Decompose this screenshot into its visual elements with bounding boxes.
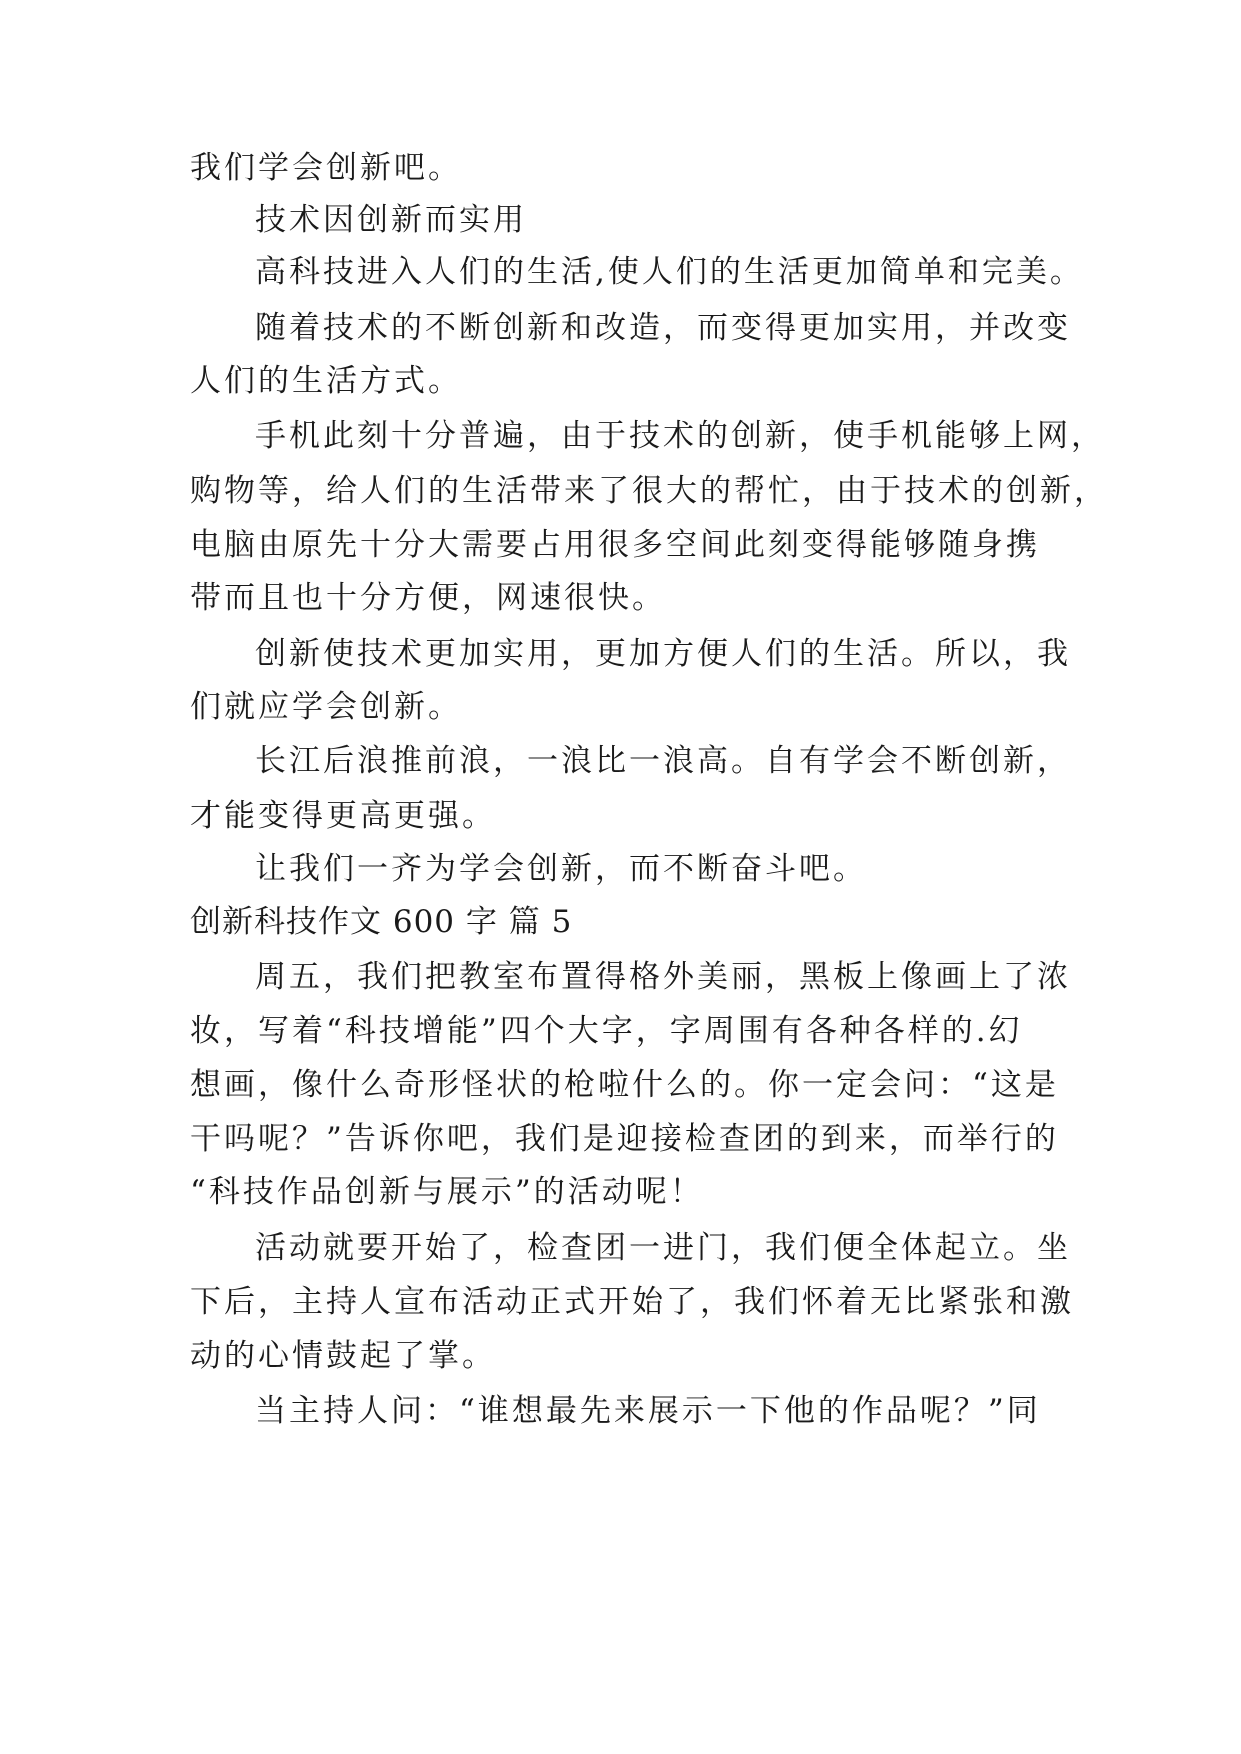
text-line-5: 人们的生活方式。 [190,363,462,399]
section-title-line: 技术因创新而实用 [255,202,527,238]
text-line-16: 周五，我们把教室布置得格外美丽，黑板上像画上了浓 [255,959,1071,995]
text-line-13: 才能变得更高更强。 [190,798,496,834]
text-line-23: 动的心情鼓起了掌。 [190,1338,496,1374]
text-line-9: 带而且也十分方便，网速很快。 [190,580,666,616]
text-line-21: 活动就要开始了，检查团一进门，我们便全体起立。坐 [255,1230,1071,1266]
text-line-7: 购物等，给人们的生活带来了很大的帮忙，由于技术的创新， [190,473,1108,509]
article-heading: 创新科技作文 600 字 篇 5 [190,904,573,940]
text-line-12: 长江后浪推前浪，一浪比一浪高。自有学会不断创新， [255,743,1071,779]
text-line-10: 创新使技术更加实用，更加方便人们的生活。所以，我 [255,636,1071,672]
text-line-18: 想画，像什么奇形怪状的枪啦什么的。你一定会问：“这是 [190,1067,1059,1103]
text-line-3: 高科技进入人们的生活,使人们的生活更加简单和完美。 [255,254,1084,290]
text-line-14: 让我们一齐为学会创新，而不断奋斗吧。 [255,851,867,887]
text-line-11: 们就应学会创新。 [190,689,462,725]
text-line-22: 下后，主持人宣布活动正式开始了，我们怀着无比紧张和激 [190,1284,1074,1320]
text-line-20: “科技作品创新与展示”的活动呢！ [190,1174,704,1210]
text-line-17: 妆，写着“科技增能”四个大字，字周围有各种各样的.幻 [190,1013,1023,1049]
text-line-1: 我们学会创新吧。 [190,150,462,186]
text-line-19: 干吗呢？”告诉你吧，我们是迎接检查团的到来，而举行的 [190,1121,1059,1157]
text-line-4: 随着技术的不断创新和改造，而变得更加实用，并改变 [255,310,1071,346]
text-line-6: 手机此刻十分普遍，由于技术的创新，使手机能够上网， [255,418,1105,454]
text-line-8: 电脑由原先十分大需要占用很多空间此刻变得能够随身携 [190,527,1040,563]
text-line-24: 当主持人问：“谁想最先来展示一下他的作品呢？”同 [255,1393,1041,1429]
